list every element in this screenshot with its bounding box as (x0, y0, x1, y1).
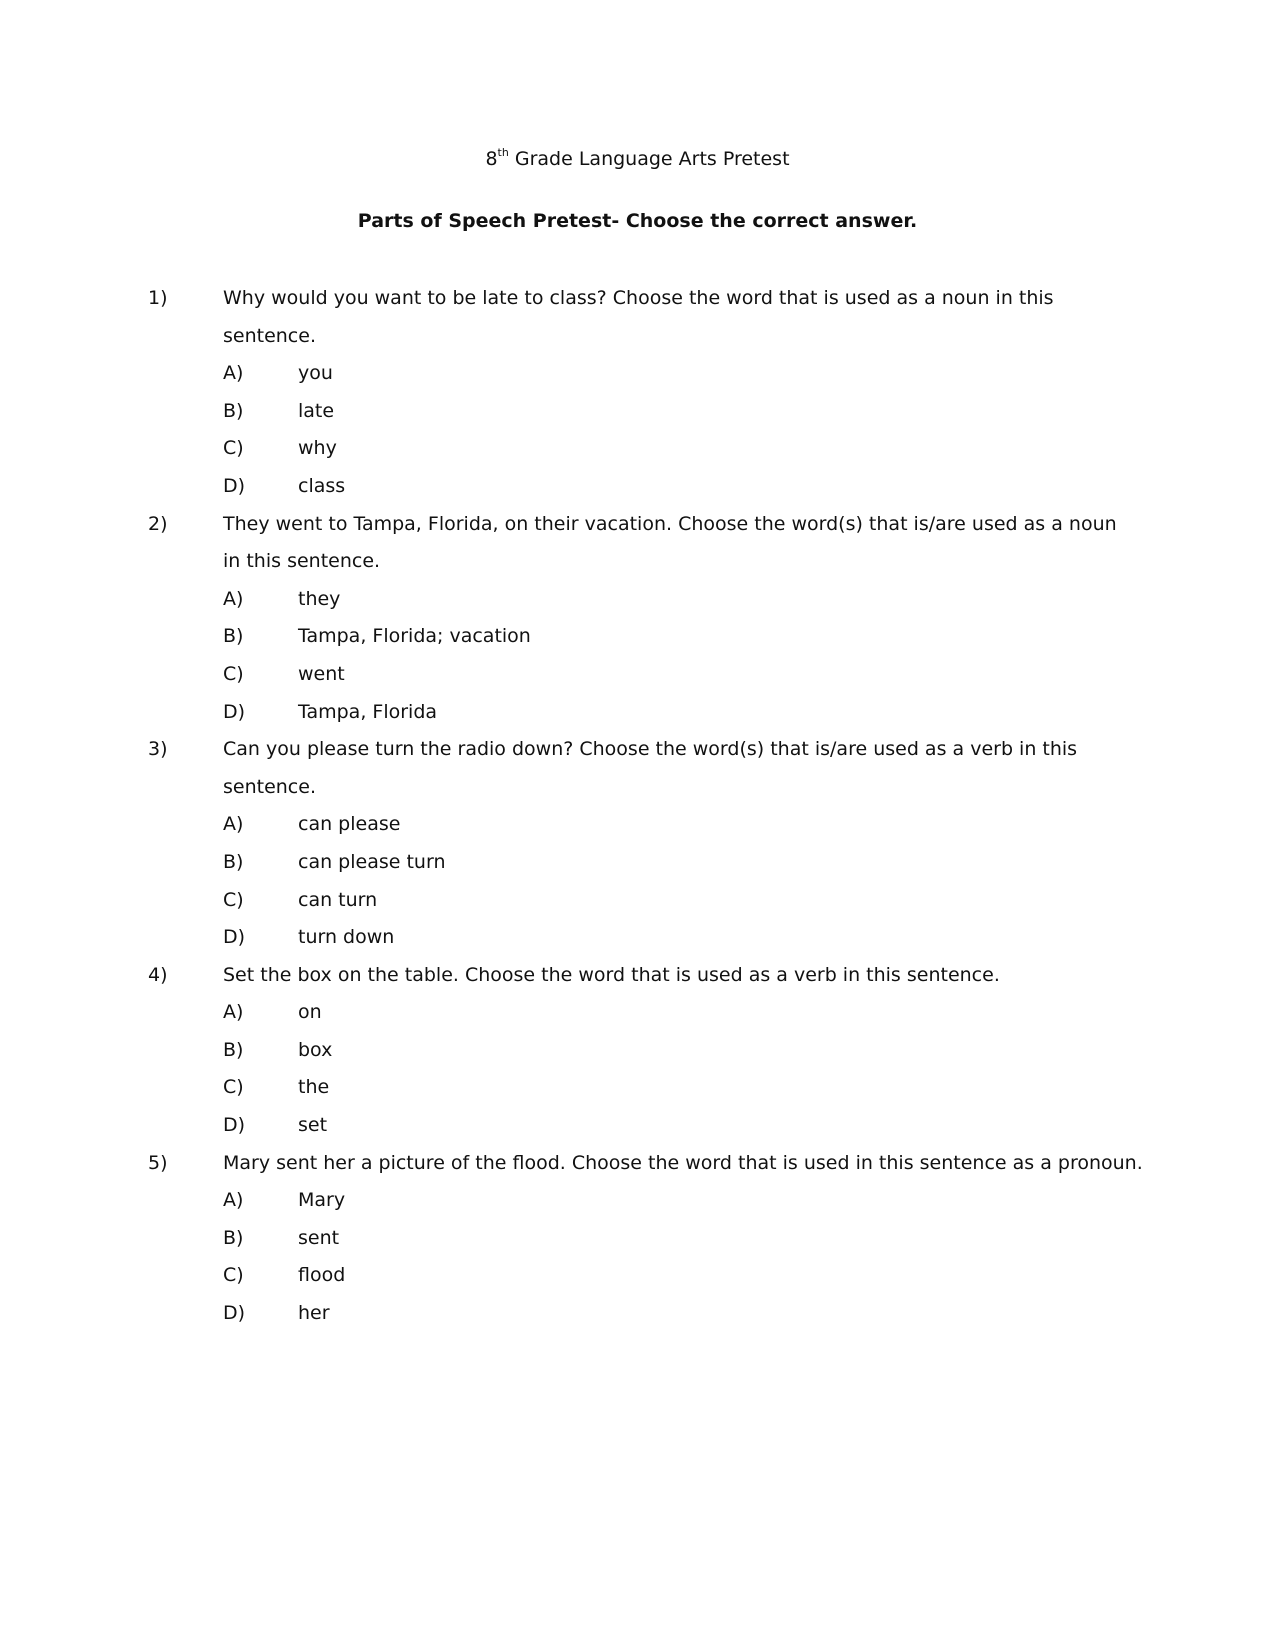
question-number: 4) (148, 963, 168, 986)
question-text: Mary sent her a picture of the flood. Choose the word that is used in this sentence as a pronoun. (223, 1151, 1143, 1174)
question-4 (148, 957, 1128, 1145)
option-text: Tampa, Florida; vacation (298, 625, 531, 648)
option-text: can please turn (298, 850, 446, 873)
answer-option (223, 806, 1128, 844)
answer-option (223, 1107, 1128, 1145)
answer-option (223, 1069, 1128, 1107)
answer-option (223, 468, 1128, 506)
option-letter: A) (223, 813, 244, 836)
option-text: went (298, 662, 345, 685)
title-prefix: 8 (485, 148, 498, 170)
page-subtitle: Parts of Speech Pretest- Choose the correct answer. (357, 210, 918, 232)
option-text: can please (298, 813, 401, 836)
option-text: late (298, 399, 335, 422)
option-text: you (298, 362, 333, 385)
option-text: on (298, 1001, 322, 1024)
answer-option (223, 430, 1128, 468)
answer-option (223, 919, 1128, 957)
title-rest: Grade Language Arts Pretest (508, 148, 790, 170)
option-text: they (298, 587, 341, 610)
question-number: 5) (148, 1151, 168, 1174)
option-letter: C) (223, 888, 244, 911)
question-number: 1) (148, 287, 168, 309)
question-3 (148, 731, 1128, 957)
answer-option (223, 581, 1128, 619)
answer-option (223, 656, 1128, 694)
option-text: set (298, 1114, 328, 1137)
option-letter: C) (223, 662, 244, 685)
option-letter: D) (223, 1302, 246, 1325)
option-text: turn down (298, 926, 395, 949)
option-letter: A) (223, 587, 244, 610)
answer-option (223, 1220, 1128, 1258)
answer-option (223, 882, 1128, 920)
question-list (148, 280, 1143, 1333)
option-letter: D) (223, 700, 246, 723)
option-text: can turn (298, 888, 378, 911)
question-text: Can you please turn the radio down? Choose the word(s) that is/are used as a verb in this sentence. (223, 738, 1078, 798)
question-number: 3) (148, 738, 168, 761)
option-text: class (298, 474, 346, 497)
question-5 (148, 1145, 1143, 1333)
option-letter: B) (223, 1038, 244, 1061)
option-letter: A) (223, 1189, 244, 1212)
option-text: Mary (298, 1189, 346, 1212)
option-text: Tampa, Florida (298, 700, 438, 723)
answer-option (223, 393, 1128, 431)
answer-option (223, 355, 1128, 393)
question-2 (148, 506, 1128, 732)
answer-option (223, 1257, 1128, 1295)
option-letter: B) (223, 1226, 244, 1249)
option-letter: A) (223, 362, 244, 385)
title-superscript: th (497, 146, 509, 159)
answer-option (223, 1182, 1128, 1220)
page-title (0, 146, 1275, 172)
answer-option (223, 994, 1128, 1032)
option-letter: A) (223, 1001, 244, 1024)
option-text: box (298, 1038, 333, 1061)
answer-option (223, 694, 1128, 732)
answer-option (223, 1032, 1128, 1070)
question-1 (148, 280, 1128, 506)
option-text: sent (298, 1226, 340, 1249)
question-number: 2) (148, 512, 168, 535)
option-text: the (298, 1076, 330, 1099)
answer-option (223, 618, 1128, 656)
option-letter: C) (223, 1076, 244, 1099)
question-text: Why would you want to be late to class? Choose the word that is used as a noun in this sentence. (223, 287, 1054, 347)
option-text: flood (298, 1264, 346, 1287)
option-letter: B) (223, 850, 244, 873)
option-letter: B) (223, 625, 244, 648)
option-text: why (298, 437, 337, 460)
option-letter: D) (223, 926, 246, 949)
question-text: They went to Tampa, Florida, on their vacation. Choose the word(s) that is/are used as a noun in this sentence. (223, 512, 1117, 573)
option-letter: C) (223, 1264, 244, 1287)
answer-option (223, 844, 1128, 882)
option-letter: D) (223, 474, 246, 497)
option-letter: C) (223, 437, 244, 460)
answer-option (223, 1295, 1128, 1333)
option-text: her (298, 1302, 330, 1325)
option-letter: D) (223, 1114, 246, 1137)
option-letter: B) (223, 399, 244, 422)
question-text: Set the box on the table. Choose the word that is used as a verb in this sentence. (223, 963, 1000, 986)
